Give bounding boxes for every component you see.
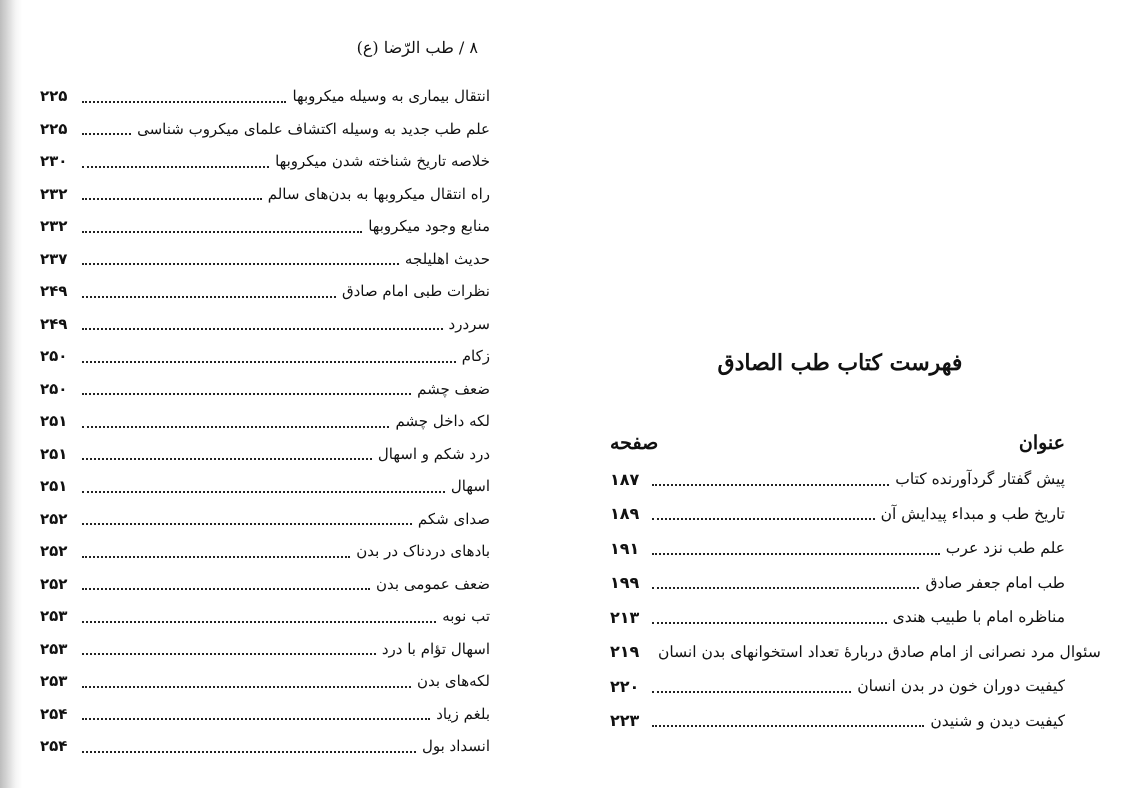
toc-entry: [610, 704, 1065, 739]
toc-entry-page: ۲۵۰: [40, 379, 68, 398]
toc-entry-title: کیفیت دوران خون در بدن انسان: [857, 677, 1065, 696]
toc-entry: [40, 243, 490, 276]
dot-leader: [82, 750, 416, 753]
toc-entry-title: علم طب نزد عرب: [945, 539, 1065, 558]
toc-entry-title: اسهال: [450, 477, 490, 496]
toc-entry-page: ۲۵۳: [40, 672, 68, 691]
toc-entry-page: ۱۸۷: [610, 469, 640, 489]
toc-entry-title: سردرد: [448, 314, 490, 333]
toc-entry-page: ۲۳۲: [40, 217, 68, 236]
toc-entry-page: ۲۴۹: [40, 282, 68, 301]
toc-entry-title: تاریخ طب و مبداء پیدایش آن: [880, 504, 1065, 523]
toc-entry-page: ۲۵۱: [40, 444, 68, 463]
dot-leader: [82, 230, 362, 233]
dot-leader: [82, 457, 372, 460]
toc-entry-title: نظرات طبی امام صادق: [341, 282, 490, 301]
toc-entry-page: ۲۲۳: [610, 711, 640, 731]
dot-leader: [82, 392, 411, 395]
dot-leader: [82, 165, 269, 168]
column-headers: [610, 428, 1065, 458]
dot-leader: [82, 490, 445, 493]
toc-entry: [40, 308, 490, 341]
toc-entry-title: صدای شکم: [417, 509, 490, 528]
toc-entry: [40, 275, 490, 308]
toc-entry: [40, 405, 490, 438]
toc-entry-page: ۲۵۲: [40, 509, 68, 528]
toc-entry-title: سئوال مرد نصرانی از امام صادق دربارهٔ تعداد استخوانهای بدن انسان: [658, 642, 1101, 661]
dot-leader: [82, 360, 456, 363]
toc-entry-page: ۲۵۰: [40, 347, 68, 366]
dot-leader: [82, 685, 411, 688]
toc-entry-title: ضعف چشم: [417, 379, 490, 398]
toc-entry-page: ۱۸۹: [610, 504, 640, 524]
left-page: [40, 30, 490, 770]
toc-entry-title: خلاصه تاریخ شناخته شدن میکروبها: [275, 152, 490, 171]
toc-entry-page: ۲۱۹: [610, 642, 640, 662]
dot-leader: [82, 425, 389, 428]
dot-leader: [652, 586, 919, 589]
toc-entry-page: ۲۱۳: [610, 607, 640, 627]
toc-entry-title: پیش گفتار گردآورنده کتاب: [895, 470, 1065, 489]
catalog-title: فهرست کتاب طب الصادق: [717, 350, 963, 376]
toc-entry: [610, 600, 1065, 635]
header-page: صفحه: [610, 432, 659, 454]
toc-entry-page: ۲۴۹: [40, 314, 68, 333]
dot-leader: [82, 262, 399, 265]
toc-entry-title: بادهای دردناک در بدن: [356, 542, 490, 561]
toc-entry: [610, 566, 1065, 601]
toc-entry-title: راه انتقال میکروبها به بدن‌های سالم: [267, 184, 490, 203]
toc-entry-title: مناظره امام با طبیب هندی: [892, 608, 1065, 627]
dot-leader: [652, 517, 875, 520]
toc-entry: [40, 503, 490, 536]
dot-leader: [82, 100, 286, 103]
toc-entry-page: ۲۵۳: [40, 607, 68, 626]
toc-entry-page: ۲۳۰: [40, 152, 68, 171]
running-head: ۸ / طب الرّضا (ع): [356, 38, 478, 57]
toc-entry-page: ۲۵۲: [40, 542, 68, 561]
toc-entry-title: انتقال بیماری به وسیله میکروبها: [292, 87, 490, 106]
toc-entry-page: ۲۳۲: [40, 184, 68, 203]
toc-entry-title: لکه‌های بدن: [417, 672, 490, 691]
toc-entry-title: بلغم زیاد: [436, 704, 490, 723]
toc-entry-title: منابع وجود میکروبها: [368, 217, 490, 236]
toc-entry: [610, 669, 1065, 704]
toc-entry: [40, 633, 490, 666]
toc-entry: [610, 635, 1101, 670]
dot-leader: [82, 132, 131, 135]
toc-entry-page: ۲۳۷: [40, 249, 68, 268]
toc-entry-title: طب امام جعفر صادق: [925, 573, 1065, 592]
right-page: [595, 30, 1101, 770]
toc-entry: [40, 568, 490, 601]
toc-list-left: [40, 80, 490, 763]
toc-entry-title: درد شکم و اسهال: [377, 444, 490, 463]
dot-leader: [82, 295, 336, 298]
toc-entry: [40, 373, 490, 406]
toc-entry-title: ضعف عمومی بدن: [375, 574, 490, 593]
toc-entry-page: ۱۹۱: [610, 538, 640, 558]
toc-entry-title: تب نوبه: [442, 607, 490, 626]
dot-leader: [652, 690, 851, 693]
dot-leader: [652, 724, 924, 727]
toc-entry-title: کیفیت دیدن و شنیدن: [930, 711, 1065, 730]
toc-entry-page: ۱۹۹: [610, 573, 640, 593]
dot-leader: [652, 552, 940, 555]
toc-entry: [40, 438, 490, 471]
dot-leader: [82, 620, 436, 623]
toc-entry: [40, 113, 490, 146]
toc-entry-page: ۲۵۲: [40, 574, 68, 593]
dot-leader: [82, 197, 262, 200]
toc-entry-title: انسداد بول: [421, 737, 490, 756]
toc-list-right: [610, 462, 1101, 738]
toc-entry-page: ۲۵۴: [40, 704, 68, 723]
toc-entry-page: ۲۲۰: [610, 676, 640, 696]
dot-leader: [82, 652, 376, 655]
dot-leader: [652, 483, 889, 486]
toc-entry: [610, 497, 1065, 532]
toc-entry-page: ۲۵۱: [40, 477, 68, 496]
toc-entry: [40, 730, 490, 763]
toc-entry-page: ۲۵۴: [40, 737, 68, 756]
toc-entry: [40, 178, 490, 211]
toc-entry: [610, 462, 1065, 497]
dot-leader: [82, 522, 412, 525]
toc-entry: [40, 145, 490, 178]
header-title: عنوان: [1018, 432, 1065, 454]
toc-entry: [40, 665, 490, 698]
toc-entry: [40, 470, 490, 503]
toc-entry-title: زکام: [461, 347, 490, 366]
toc-entry: [40, 210, 490, 243]
toc-entry: [40, 535, 490, 568]
toc-entry: [610, 531, 1065, 566]
toc-entry-page: ۲۲۵: [40, 87, 68, 106]
dot-leader: [82, 587, 370, 590]
dot-leader: [82, 717, 430, 720]
page-edge-shadow: [0, 0, 22, 788]
toc-entry-title: حدیث اهلیلجه: [404, 249, 490, 268]
toc-entry: [40, 600, 490, 633]
toc-entry-page: ۲۲۵: [40, 119, 68, 138]
toc-entry-page: ۲۵۱: [40, 412, 68, 431]
dot-leader: [652, 621, 887, 624]
dot-leader: [82, 555, 350, 558]
toc-entry-title: لکه داخل چشم: [395, 412, 490, 431]
toc-entry-title: علم طب جدید به وسیله اکتشاف علمای میکروب شناسی: [137, 119, 490, 138]
dot-leader: [82, 327, 443, 330]
toc-entry: [40, 340, 490, 373]
toc-entry: [40, 80, 490, 113]
toc-entry: [40, 698, 490, 731]
toc-entry-page: ۲۵۳: [40, 639, 68, 658]
toc-entry-title: اسهال تؤام با درد: [381, 639, 490, 658]
